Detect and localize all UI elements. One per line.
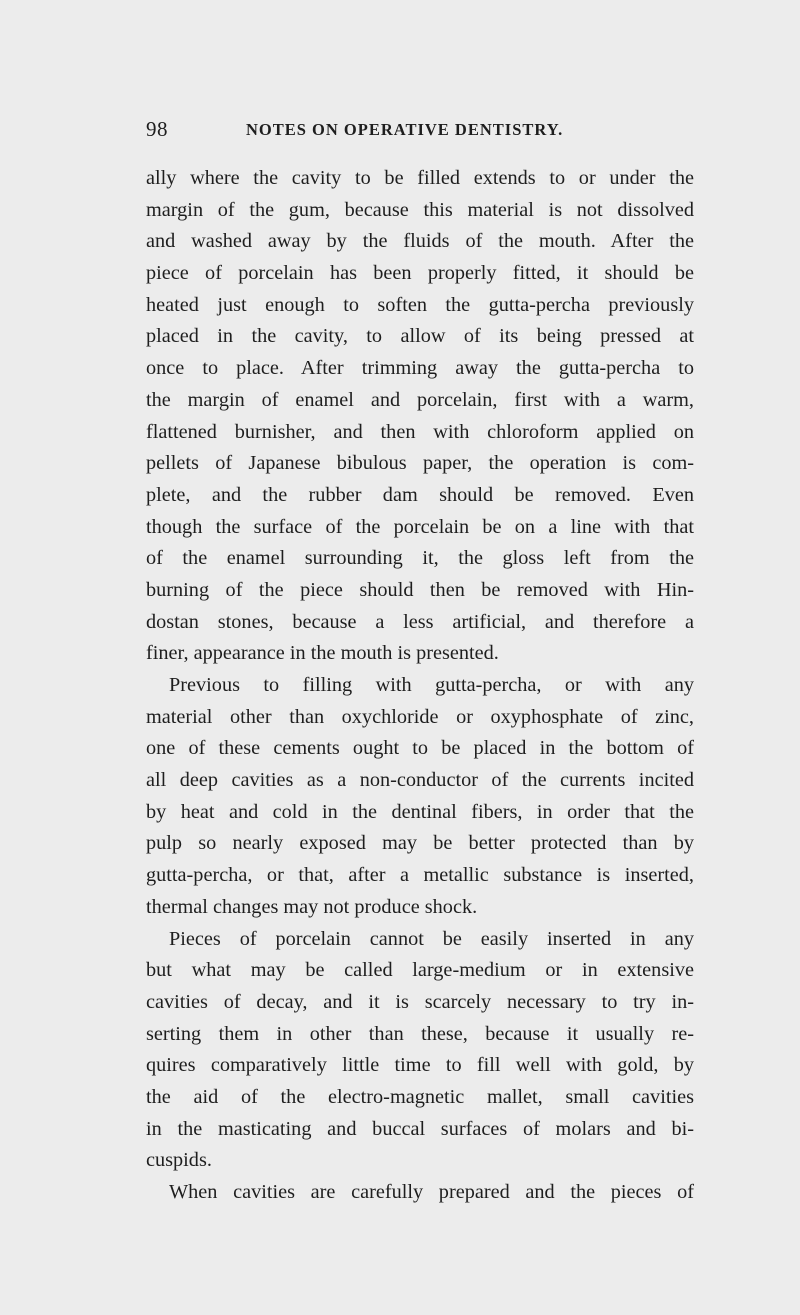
text-line: cavities of decay, and it is scarcely necessary to try in-	[146, 990, 694, 1013]
text-line: gutta-percha, or that, after a metallic substance is inserted,	[146, 864, 694, 887]
text-line: plete, and the rubber dam should be removed. Even	[146, 483, 694, 506]
text-line: flattened burnisher, and then with chloroform applied on	[146, 420, 694, 443]
text-line: Pieces of porcelain cannot be easily inserted in any	[169, 927, 694, 950]
text-line: but what may be called large-medium or in extensive	[146, 959, 694, 982]
text-line: one of these cements ought to be placed in the bottom of	[146, 737, 694, 760]
page-number: 98	[146, 117, 168, 141]
text-line: material other than oxychloride or oxyphosphate of zinc,	[146, 705, 694, 728]
text-line: dostan stones, because a less artificial, and therefore a	[146, 610, 694, 633]
text-line: cuspids.	[146, 1149, 212, 1172]
text-line: all deep cavities as a non-conductor of the currents incited	[146, 769, 694, 792]
text-line: heated just enough to soften the gutta-percha previously	[146, 293, 694, 316]
text-line: the aid of the electro-magnetic mallet, small cavities	[146, 1085, 694, 1108]
text-line: placed in the cavity, to allow of its being pressed at	[146, 325, 694, 348]
text-line: pellets of Japanese bibulous paper, the operation is com-	[146, 452, 694, 475]
text-line: and washed away by the fluids of the mouth. After the	[146, 230, 694, 253]
text-line: pulp so nearly exposed may be better protected than by	[146, 832, 694, 855]
text-line: serting them in other than these, because it usually re-	[146, 1022, 694, 1045]
text-line: piece of porcelain has been properly fitted, it should be	[146, 262, 694, 285]
text-line: burning of the piece should then be removed with Hin-	[146, 578, 694, 601]
text-line: by heat and cold in the dentinal fibers, in order that the	[146, 800, 694, 823]
text-line: ally where the cavity to be filled extends to or under the	[146, 167, 694, 189]
text-line: quires comparatively little time to fill well with gold, by	[146, 1054, 694, 1077]
running-head: NOTES ON OPERATIVE DENTISTRY.	[246, 120, 564, 139]
body-text	[146, 163, 694, 1209]
text-line: finer, appearance in the mouth is presented.	[146, 642, 499, 665]
text-line: of the enamel surrounding it, the gloss left from the	[146, 547, 694, 570]
text-line: thermal changes may not produce shock.	[146, 895, 478, 918]
text-line: the margin of enamel and porcelain, first with a warm,	[146, 388, 694, 411]
text-line: in the masticating and buccal surfaces of molars and bi-	[146, 1117, 694, 1140]
text-line: When cavities are carefully prepared and the pieces of	[169, 1181, 694, 1203]
text-line: once to place. After trimming away the gutta-percha to	[146, 357, 694, 380]
text-line: Previous to filling with gutta-percha, or with any	[169, 674, 694, 696]
page-header	[146, 117, 694, 141]
text-line: margin of the gum, because this material is not dissolved	[146, 198, 694, 221]
text-line: though the surface of the porcelain be on a line with that	[146, 515, 694, 538]
